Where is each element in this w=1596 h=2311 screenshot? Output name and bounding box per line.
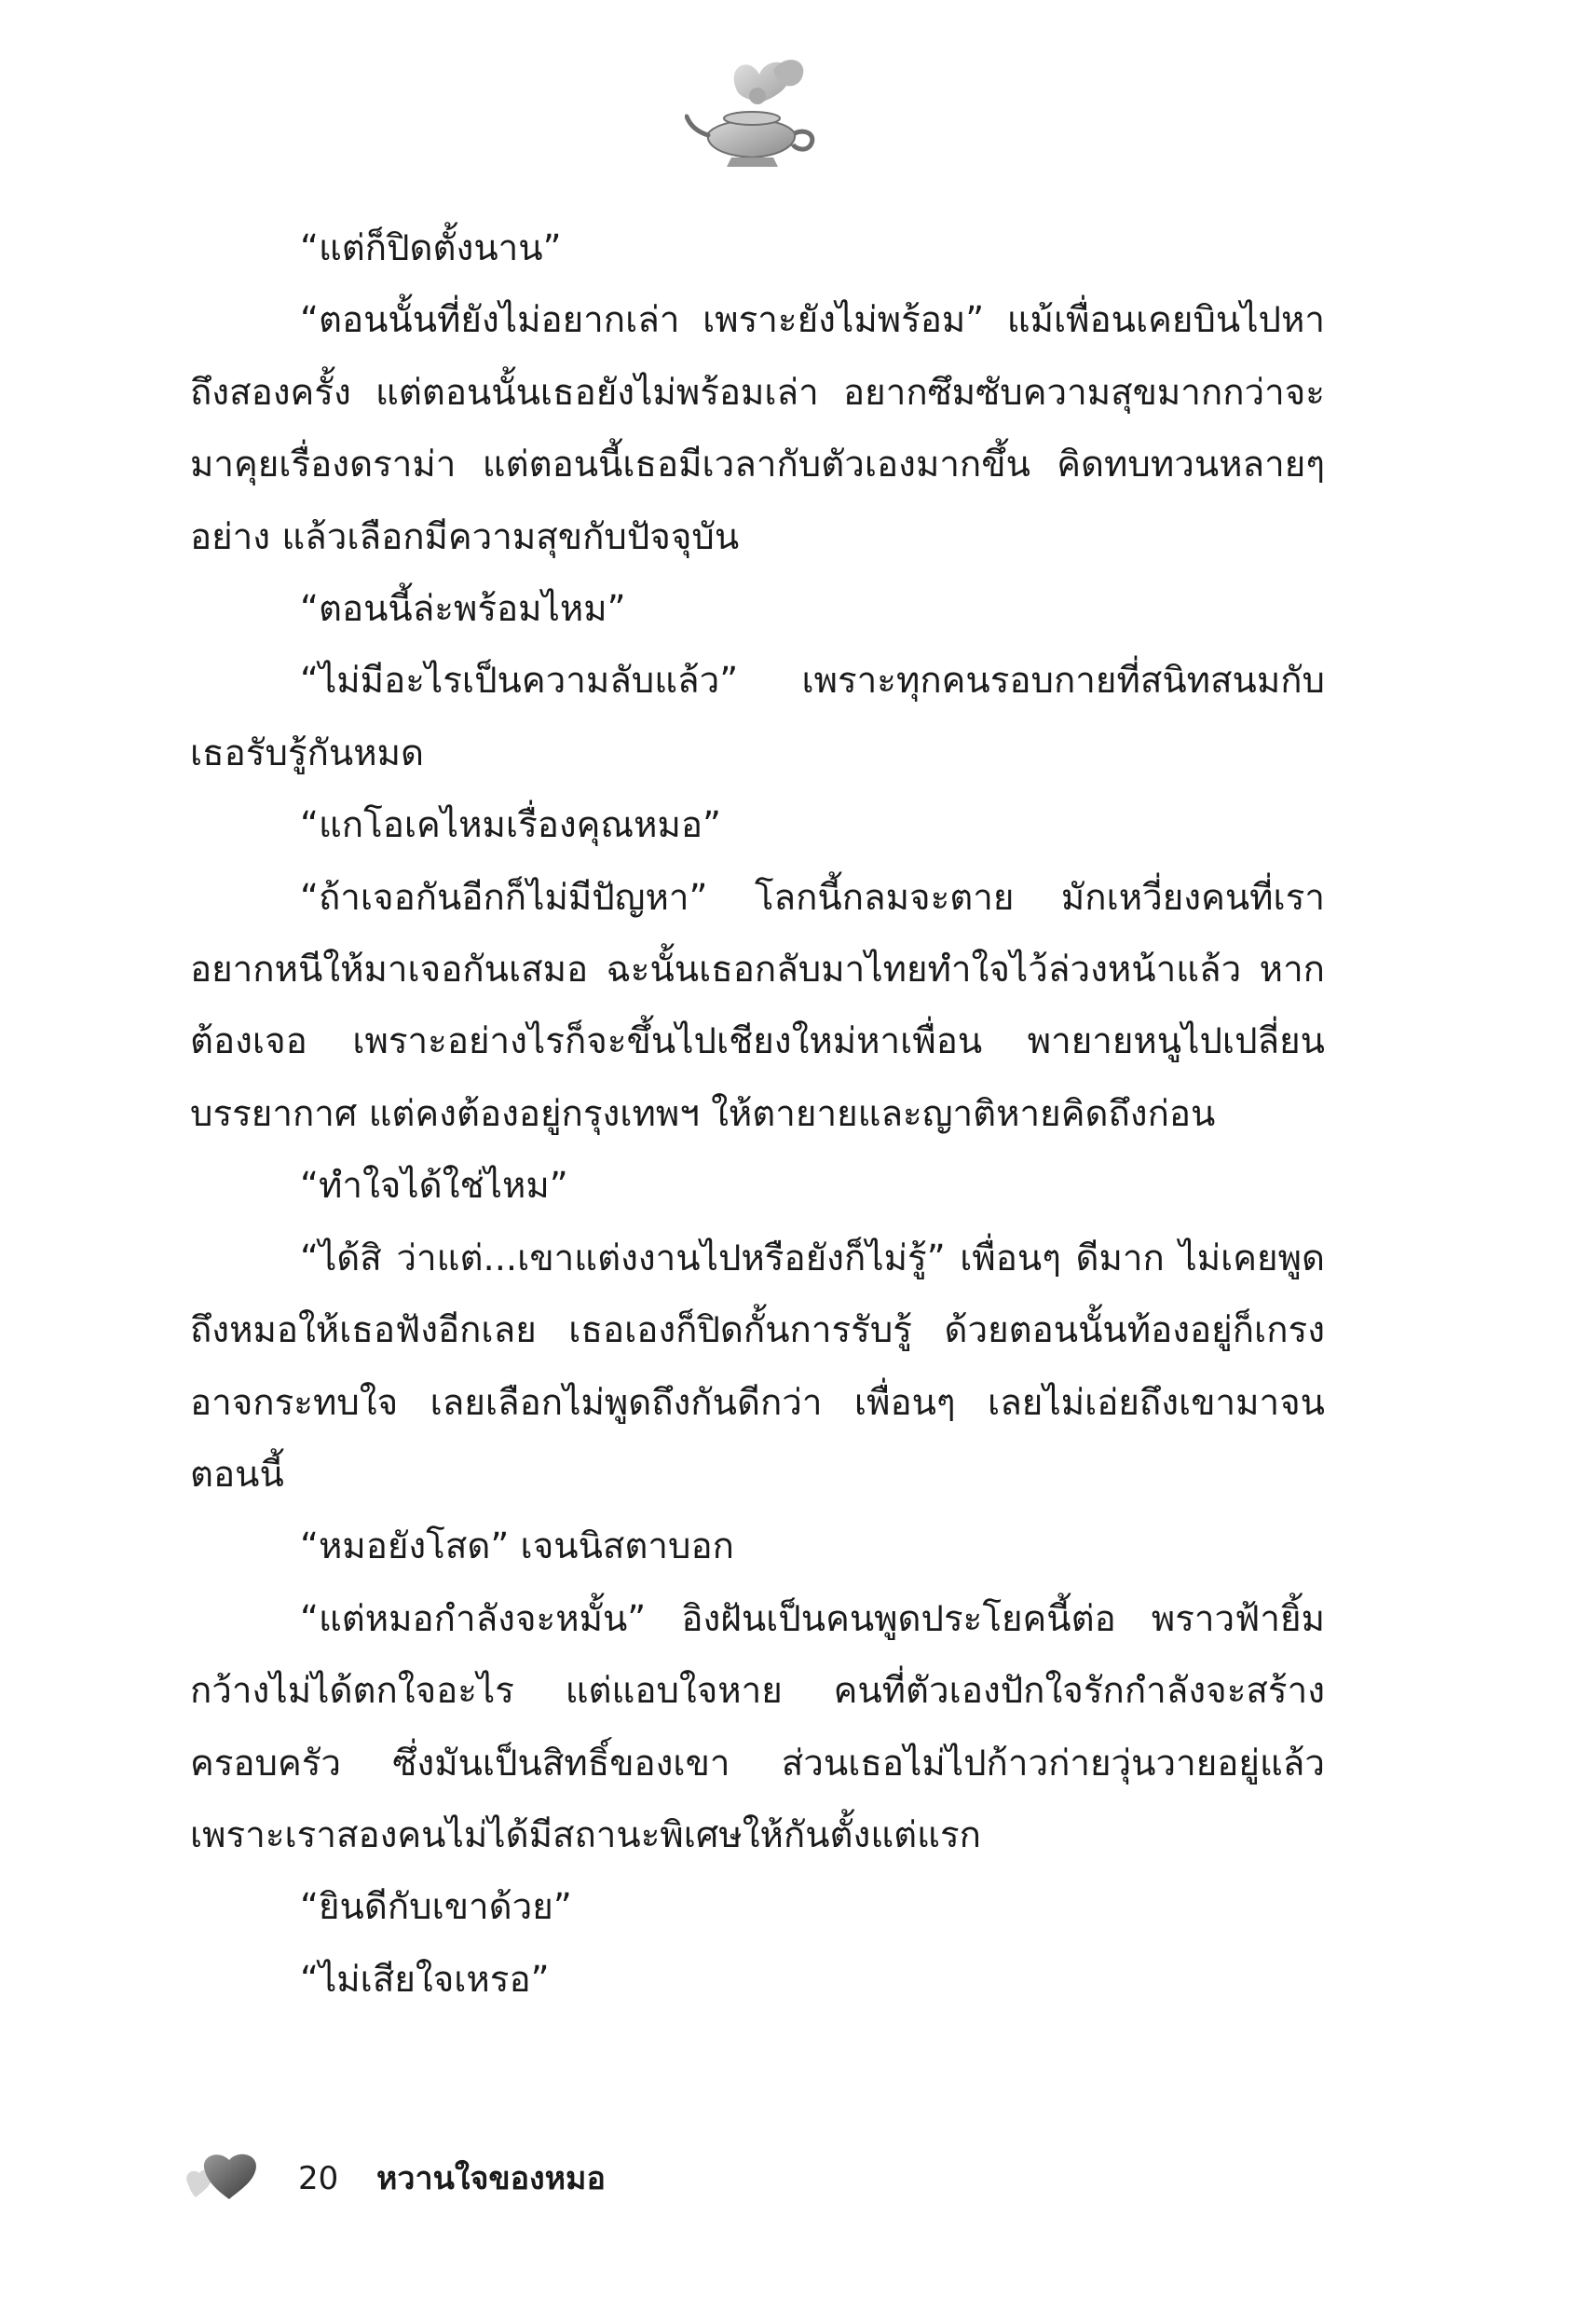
page-number: 20 [298, 2160, 339, 2197]
paragraph: “ถ้าเจอกันอีกก็ไม่มีปัญหา” โลกนี้กลมจะตาย มักเหวี่ยงคนที่เราอยากหนีให้มาเจอกันเสมอ ฉะนั้นเธอกลับมาไทยทำใจไว้ล่วงหน้าแล้ว หากต้องเจอ เพราะอย่างไรก็จะขึ้นไปเชียงใหม่หาเพื่อน พายายหนูไปเปลี่ยนบรรยากาศ แต่คงต้องอยู่กรุงเทพฯ ให้ตายายและญาติหายคิดถึงก่อน [190, 876, 1325, 1135]
paragraph: “ไม่มีอะไรเป็นความลับแล้ว” เพราะทุกคนรอบกายที่สนิทสนมกับเธอรับรู้กันหมด [190, 660, 1325, 774]
hearts-icon [183, 2143, 266, 2208]
paragraph: “ทำใจได้ใช่ไหม” [300, 1165, 568, 1208]
story-text [190, 212, 1325, 2016]
paragraph: “แต่หมอกำลังจะหมั้น” อิงฝันเป็นคนพูดประโยคนี้ต่อ พราวฟ้ายิ้มกว้างไม่ได้ตกใจอะไร แต่แอบใจหาย คนที่ตัวเองปักใจรักกำลังจะสร้างครอบครัว ซึ่งมันเป็นสิทธิ์ของเขา ส่วนเธอไม่ไปก้าวก่ายวุ่นวายอยู่แล้ว เพราะเราสองคนไม่ได้มีสถานะพิเศษให้กันตั้งแต่แรก [190, 1597, 1325, 1856]
page-footer [183, 2143, 742, 2208]
paragraph: “ได้สิ ว่าแต่...เขาแต่งงานไปหรือยังก็ไม่รู้” เพื่อนๆ ดีมาก ไม่เคยพูดถึงหมอให้เธอฟังอีกเลย เธอเองก็ปิดกั้นการรับรู้ ด้วยตอนนั้นท้องอยู่ก็เกรงอาจกระทบใจ เลยเลือกไม่พูดถึงกันดีกว่า เพื่อนๆ เลยไม่เอ่ยถึงเขามาจนตอนนี้ [190, 1237, 1325, 1496]
paragraph: “แกโอเคไหมเรื่องคุณหมอ” [300, 804, 721, 847]
paragraph: “หมอยังโสด” เจนนิสตาบอก [300, 1525, 734, 1568]
paragraph: “ตอนนี้ล่ะพร้อมไหม” [300, 588, 626, 631]
paragraph: “ตอนนั้นที่ยังไม่อยากเล่า เพราะยังไม่พร้อม” แม้เพื่อนเคยบินไปหาถึงสองครั้ง แต่ตอนนั้นเธอยังไม่พร้อมเล่า อยากซึมซับความสุขมากกว่าจะมาคุยเรื่องดราม่า แต่ตอนนี้เธอมีเวลากับตัวเองมากขึ้น คิดทบทวนหลายๆ อย่าง แล้วเลือกมีความสุขกับปัจจุบัน [190, 299, 1325, 558]
paragraph: “ไม่เสียใจเหรอ” [300, 1958, 550, 2001]
paragraph: “แต่ก็ปิดตั้งนาน” [300, 227, 562, 269]
book-title: หวานใจของหมอ [376, 2160, 606, 2197]
paragraph: “ยินดีกับเขาด้วย” [300, 1886, 572, 1929]
cupid-teapot-ornament-icon [685, 51, 825, 172]
